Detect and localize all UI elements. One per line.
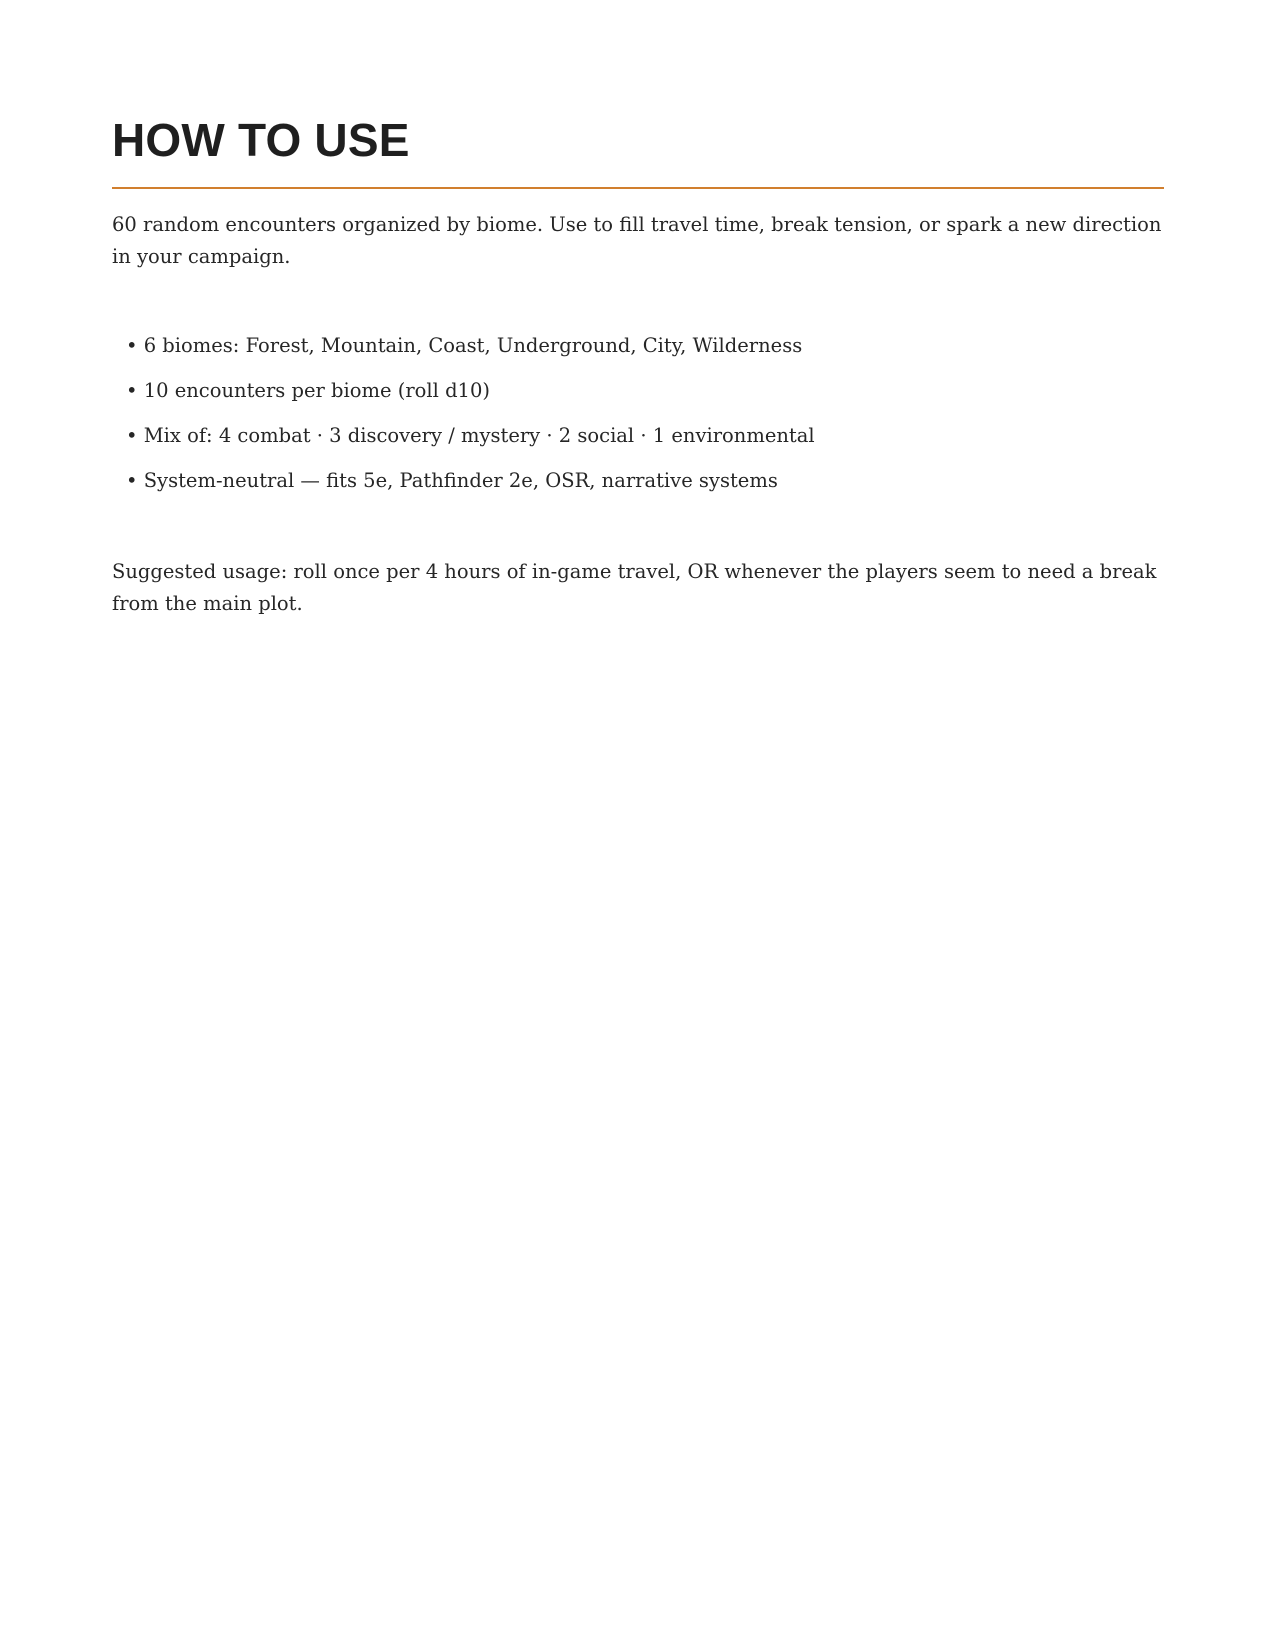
usage-paragraph: Suggested usage: roll once per 4 hours of in-game travel, OR whenever the players seem to need a break from the main plot.: [112, 560, 1157, 615]
intro-paragraph: 60 random encounters organized by biome. Use to fill travel time, break tension, or spark a new direction in your campaign.: [112, 213, 1162, 268]
feature-item-system: • System-neutral — fits 5e, Pathfinder 2e, OSR, narrative systems: [126, 469, 778, 492]
feature-item-mix: • Mix of: 4 combat · 3 discovery / mystery · 2 social · 1 environmental: [126, 424, 815, 447]
feature-item-encounters: • 10 encounters per biome (roll d10): [126, 379, 490, 402]
feature-item-biomes: • 6 biomes: Forest, Mountain, Coast, Underground, City, Wilderness: [126, 334, 803, 357]
feature-list: [126, 330, 815, 510]
title-divider: [112, 187, 1164, 189]
page-title: HOW TO USE: [112, 114, 410, 166]
